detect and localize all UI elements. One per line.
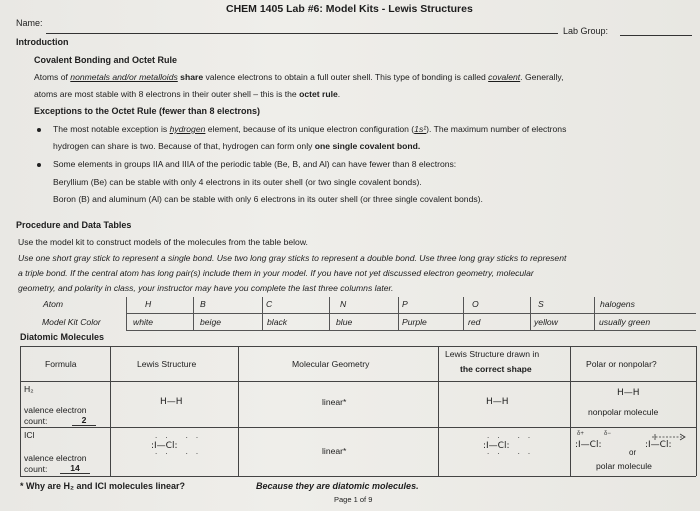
table-rule bbox=[20, 427, 696, 428]
lab-group-field[interactable] bbox=[620, 35, 692, 36]
procedure-line2: Use one short gray stick to represent a single bond. Use two long gray sticks to represent a double bond. Use three long gray sticks to represent bbox=[18, 253, 567, 263]
exceptions-heading: Exceptions to the Octet Rule (fewer than 8 electrons) bbox=[34, 106, 261, 116]
lone-pair-dots-icon: ·· ·· bbox=[155, 450, 207, 458]
color-table-rule bbox=[262, 297, 263, 330]
color-table-rule bbox=[398, 297, 399, 330]
intro-paragraph-line1: Atoms of nonmetals and/or metalloids share valence electrons to obtain a full outer shell. This type of bonding is called covalent. Generally, bbox=[34, 72, 564, 82]
color-table-rule bbox=[126, 297, 127, 330]
valence-electron-label: valence electron bbox=[24, 453, 87, 463]
page-title: CHEM 1405 Lab #6: Model Kits - Lewis Structures bbox=[226, 3, 473, 15]
column-header-drawn-line1: Lewis Structure drawn in bbox=[445, 349, 540, 359]
color-table-cell: yellow bbox=[534, 317, 558, 327]
valence-count-label: count: bbox=[24, 416, 48, 426]
name-field[interactable] bbox=[46, 33, 558, 34]
procedure-heading: Procedure and Data Tables bbox=[16, 220, 132, 230]
geometry-h2: linear* bbox=[322, 397, 347, 407]
lewis-structure-icl: :I—Cl: bbox=[151, 441, 178, 451]
color-table-rule bbox=[126, 330, 696, 331]
bullet-icon bbox=[37, 163, 41, 167]
valence-count-icl[interactable]: 14 bbox=[60, 463, 90, 474]
polarity-h2: nonpolar molecule bbox=[588, 407, 659, 417]
bullet-icon bbox=[37, 128, 41, 132]
valence-electron-label: valence electron bbox=[24, 405, 87, 415]
table-rule bbox=[20, 381, 696, 382]
lewis-structure-h2: H—H bbox=[160, 397, 183, 407]
color-table-rule bbox=[193, 297, 194, 330]
color-table-rule bbox=[329, 297, 330, 330]
intro-heading: Introduction bbox=[16, 37, 69, 47]
color-table-cell: S bbox=[538, 299, 544, 309]
color-table-cell: P bbox=[402, 299, 408, 309]
table-rule bbox=[238, 346, 239, 476]
color-table-cell: O bbox=[472, 299, 479, 309]
color-table-rule bbox=[463, 297, 464, 330]
intro-paragraph-line2: atoms are most stable with 8 electrons in their outer shell – this is the octet rule. bbox=[34, 89, 341, 99]
color-table-cell: beige bbox=[200, 317, 222, 327]
or-label: or bbox=[629, 448, 637, 457]
table-rule bbox=[20, 476, 696, 477]
linear-question: * Why are H₂ and ICl molecules linear? bbox=[20, 481, 186, 491]
delta-plus-label: δ+ bbox=[577, 431, 584, 437]
table-rule bbox=[20, 346, 21, 476]
lone-pair-dots-icon: ·· ·· bbox=[487, 434, 539, 442]
delta-minus-label: δ− bbox=[604, 431, 611, 437]
column-header-geometry: Molecular Geometry bbox=[292, 359, 370, 369]
drawn-shape-icl: :I—Cl: bbox=[483, 441, 510, 451]
color-table-cell: H bbox=[145, 299, 152, 309]
table-rule bbox=[696, 346, 697, 476]
drawn-shape-h2: H—H bbox=[486, 397, 509, 407]
formula-icl: ICl bbox=[24, 430, 35, 440]
polar-structure-icl-b: :I—Cl: bbox=[645, 440, 672, 450]
procedure-line3: a triple bond. If the central atom has long pair(s) include them in your model. If you have not yet discussed electron geometry, molecular bbox=[18, 268, 534, 278]
lone-pair-dots-icon: ·· ·· bbox=[487, 450, 539, 458]
color-table-cell: Model Kit Color bbox=[42, 317, 101, 327]
color-table-cell: Purple bbox=[402, 317, 427, 327]
beryllium-line: Beryllium (Be) can be stable with only 4 electrons in its outer shell (or two single covalent bonds). bbox=[53, 177, 422, 187]
linear-answer: Because they are diatomic molecules. bbox=[256, 481, 419, 491]
polar-structure-icl-a: :I—Cl: bbox=[575, 440, 602, 450]
page-number: Page 1 of 9 bbox=[334, 495, 373, 504]
hydrogen-bullet-line1: The most notable exception is hydrogen element, because of its unique electron configuration (1s¹). The maximum number of electrons bbox=[53, 124, 567, 134]
lab-group-label: Lab Group: bbox=[563, 26, 609, 36]
color-table-cell: C bbox=[266, 299, 273, 309]
color-table-rule bbox=[530, 297, 531, 330]
color-table-cell: N bbox=[340, 299, 347, 309]
name-label: Name: bbox=[16, 18, 43, 28]
color-table-cell: white bbox=[133, 317, 154, 327]
procedure-line4: geometry, and polarity in class, your instructor may have you complete the last three columns later. bbox=[18, 283, 394, 293]
color-table-rule bbox=[594, 297, 595, 330]
column-header-lewis: Lewis Structure bbox=[137, 359, 197, 369]
color-table-cell: Atom bbox=[43, 299, 64, 309]
boron-line: Boron (B) and aluminum (Al) can be stable with only 6 electrons in its outer shell (or three single covalent bonds). bbox=[53, 194, 483, 204]
geometry-icl: linear* bbox=[322, 446, 347, 456]
lone-pair-dots-icon: ·· ·· bbox=[155, 434, 207, 442]
valence-count-label: count: bbox=[24, 464, 48, 474]
color-table-rule bbox=[126, 313, 696, 314]
color-table-cell: black bbox=[267, 317, 288, 327]
table-rule bbox=[20, 346, 696, 347]
dipole-arrow-icon bbox=[650, 433, 690, 441]
column-header-formula: Formula bbox=[45, 359, 77, 369]
polarity-icl: polar molecule bbox=[596, 461, 652, 471]
color-table-cell: usually green bbox=[599, 317, 651, 327]
valence-count-h2[interactable]: 2 bbox=[72, 415, 96, 426]
polar-structure-h2: H—H bbox=[617, 388, 640, 398]
formula-h2: H₂ bbox=[24, 384, 34, 394]
diatomic-heading: Diatomic Molecules bbox=[20, 332, 105, 342]
table-rule bbox=[438, 346, 439, 476]
column-header-drawn-line2: the correct shape bbox=[460, 364, 532, 374]
column-header-polar: Polar or nonpolar? bbox=[586, 359, 657, 369]
table-rule bbox=[110, 346, 111, 476]
color-table-cell: red bbox=[468, 317, 481, 327]
table-rule bbox=[570, 346, 571, 476]
procedure-line1: Use the model kit to construct models of the molecules from the table below. bbox=[18, 237, 308, 247]
color-table-cell: halogens bbox=[600, 299, 635, 309]
covalent-heading: Covalent Bonding and Octet Rule bbox=[34, 55, 178, 65]
color-table-cell: blue bbox=[336, 317, 353, 327]
color-table-cell: B bbox=[200, 299, 206, 309]
hydrogen-bullet-line2: hydrogen can share is two. Because of that, hydrogen can form only one single covalent bond. bbox=[53, 141, 421, 151]
groups-bullet-line1: Some elements in groups IIA and IIIA of the periodic table (Be, B, and Al) can have fewer than 8 electrons: bbox=[53, 159, 457, 169]
